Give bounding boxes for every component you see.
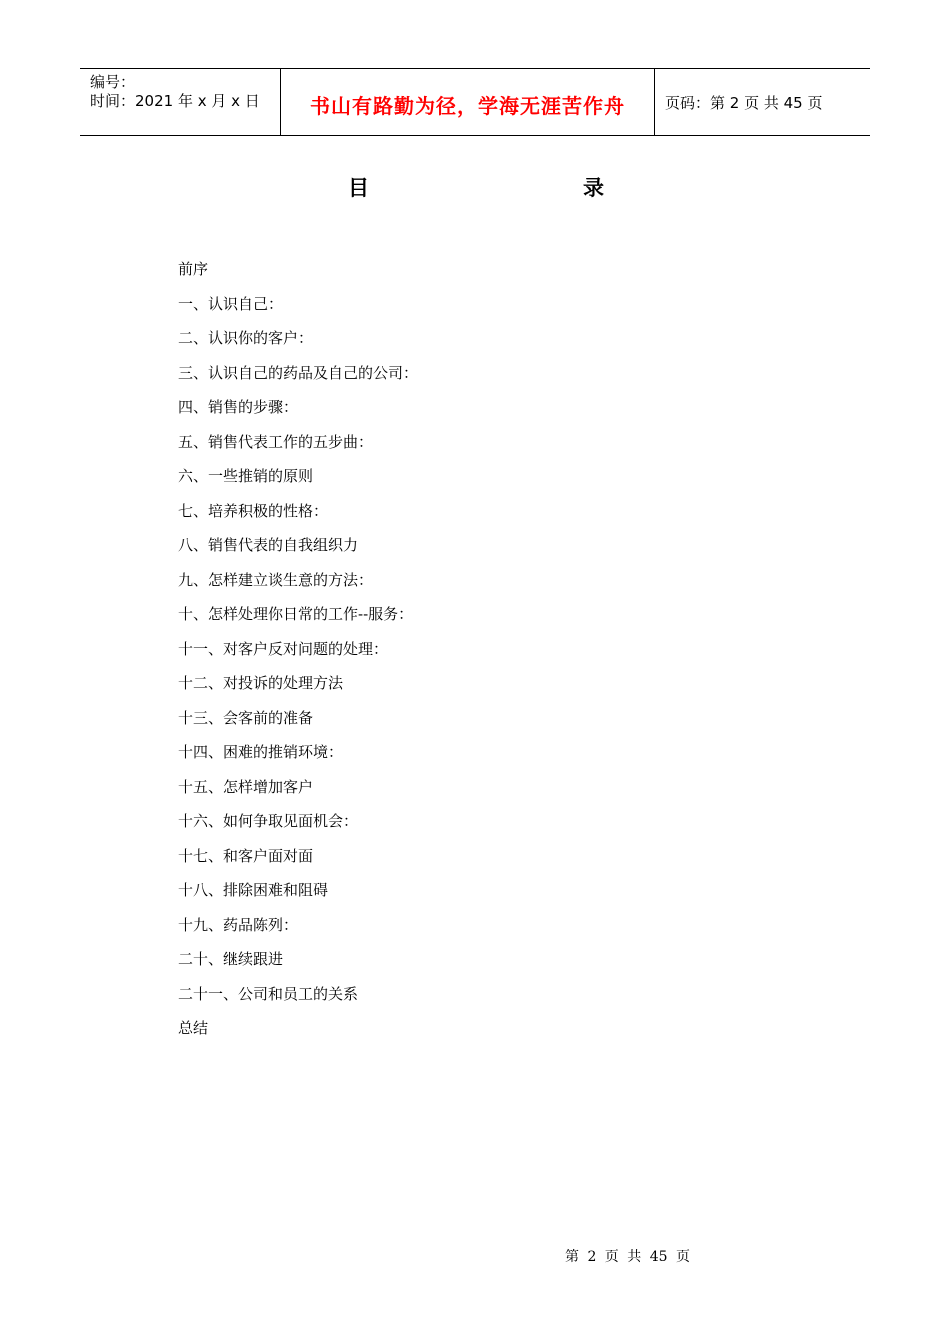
header-motto-cell	[281, 69, 655, 135]
toc-item: 十三、会客前的准备	[178, 708, 314, 727]
toc-item: 七、培养积极的性格：	[178, 501, 329, 520]
header-motto: 书山有路勤为径，学海无涯苦作舟	[310, 93, 625, 118]
toc-item: 十五、怎样增加客户	[178, 777, 314, 796]
toc-item: 六、一些推销的原则	[178, 467, 314, 485]
toc-item: 十八、排除困难和阻碍	[178, 881, 329, 899]
toc-item: 十四、困难的推销环境：	[178, 743, 344, 761]
toc-item: 四、销售的步骤：	[178, 398, 299, 416]
toc-item: 二十一、公司和员工的关系	[178, 984, 359, 1003]
toc-item: 十一、对客户反对问题的处理：	[178, 639, 389, 658]
toc-title-left: 目	[348, 176, 369, 200]
toc-item: 十、怎样处理你日常的工作--服务：	[178, 605, 414, 623]
toc-item: 十七、和客户面对面	[178, 846, 314, 865]
document-header	[80, 68, 870, 136]
toc-list	[178, 257, 418, 1051]
toc-item: 二、认识你的客户：	[178, 329, 314, 347]
toc-item: 三、认识自己的药品及自己的公司：	[178, 363, 419, 382]
document-date-label: 时间：2021 年 x 月 x 日	[90, 92, 260, 110]
header-page-cell	[655, 69, 870, 135]
toc-item: 总结	[178, 1019, 209, 1037]
toc-item: 一、认识自己：	[178, 294, 284, 313]
toc-item: 八、销售代表的自我组织力	[178, 536, 359, 554]
toc-item: 五、销售代表工作的五步曲：	[178, 432, 374, 451]
toc-item: 十九、药品陈列：	[178, 915, 299, 934]
header-meta-cell	[80, 69, 281, 135]
toc-title-right: 录	[583, 176, 604, 200]
document-number-label: 编号：	[90, 73, 136, 91]
toc-item: 十二、对投诉的处理方法	[178, 674, 344, 692]
page-footer: 第 2 页 共 45 页	[565, 1249, 690, 1265]
toc-title	[0, 170, 950, 200]
header-page-info: 页码：第 2 页 共 45 页	[665, 93, 823, 112]
toc-item: 二十、继续跟进	[178, 950, 284, 968]
toc-item: 九、怎样建立谈生意的方法：	[178, 570, 374, 589]
toc-item: 前序	[178, 260, 209, 278]
toc-item: 十六、如何争取见面机会：	[178, 812, 359, 830]
